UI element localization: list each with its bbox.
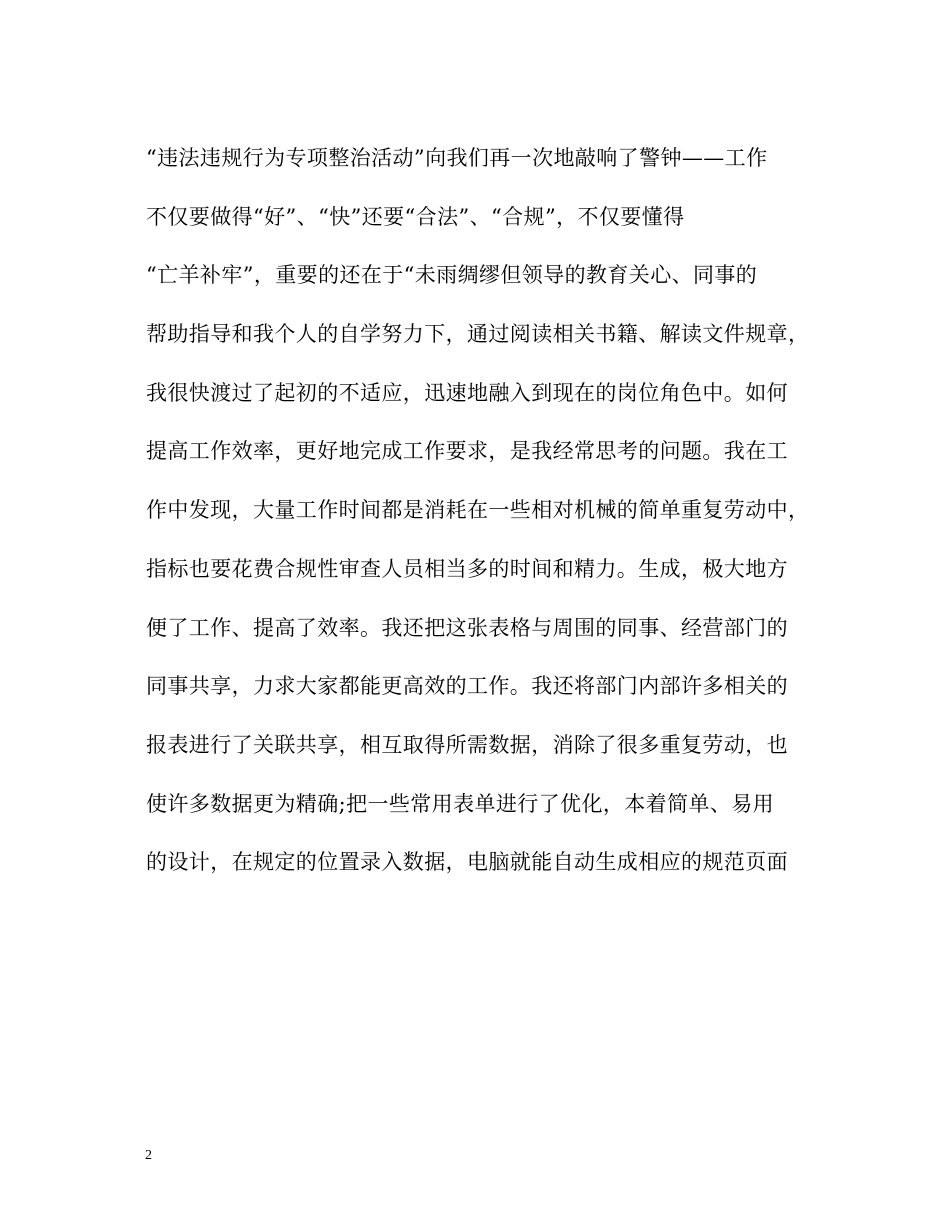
text-line: 提高工作效率，更好地完成工作要求，是我经常思考的问题。我在工 [146, 439, 788, 464]
text-line: 便了工作、提高了效率。我还把这张表格与周围的同事、经营部门的 [146, 615, 788, 640]
text-line: “违法违规行为专项整治活动”向我们再一次地敲响了警钟——工作 [146, 146, 768, 170]
text-line: 报表进行了关联共享，相互取得所需数据，消除了很多重复劳动，也 [146, 732, 788, 757]
text-line: “亡羊补牢”，重要的还在于“未雨绸缪但领导的教育关心、同事的 [146, 263, 758, 288]
text-line: 我很快渡过了起初的不适应，迅速地融入到现在的岗位角色中。如何 [146, 380, 788, 405]
text-line: 使许多数据更为精确;把一些常用表单进行了优化，本着简单、易用 [146, 791, 775, 816]
text-line: 作中发现，大量工作时间都是消耗在一些相对机械的简单重复劳动中， [146, 498, 810, 523]
page-number: 2 [145, 1148, 152, 1163]
text-line: 同事共享，力求大家都能更高效的工作。我还将部门内部许多相关的 [146, 674, 788, 699]
text-line: 的设计，在规定的位置录入数据，电脑就能自动生成相应的规范页面 [146, 850, 788, 875]
text-line: 不仅要做得“好”、“快”还要“合法”、“合规”，不仅要懂得 [146, 204, 685, 229]
text-line: 指标也要花费合规性审查人员相当多的时间和精力。生成，极大地方 [146, 556, 788, 581]
body-text [146, 138, 810, 901]
text-line: 帮助指导和我个人的自学努力下，通过阅读相关书籍、解读文件规章， [146, 322, 810, 347]
